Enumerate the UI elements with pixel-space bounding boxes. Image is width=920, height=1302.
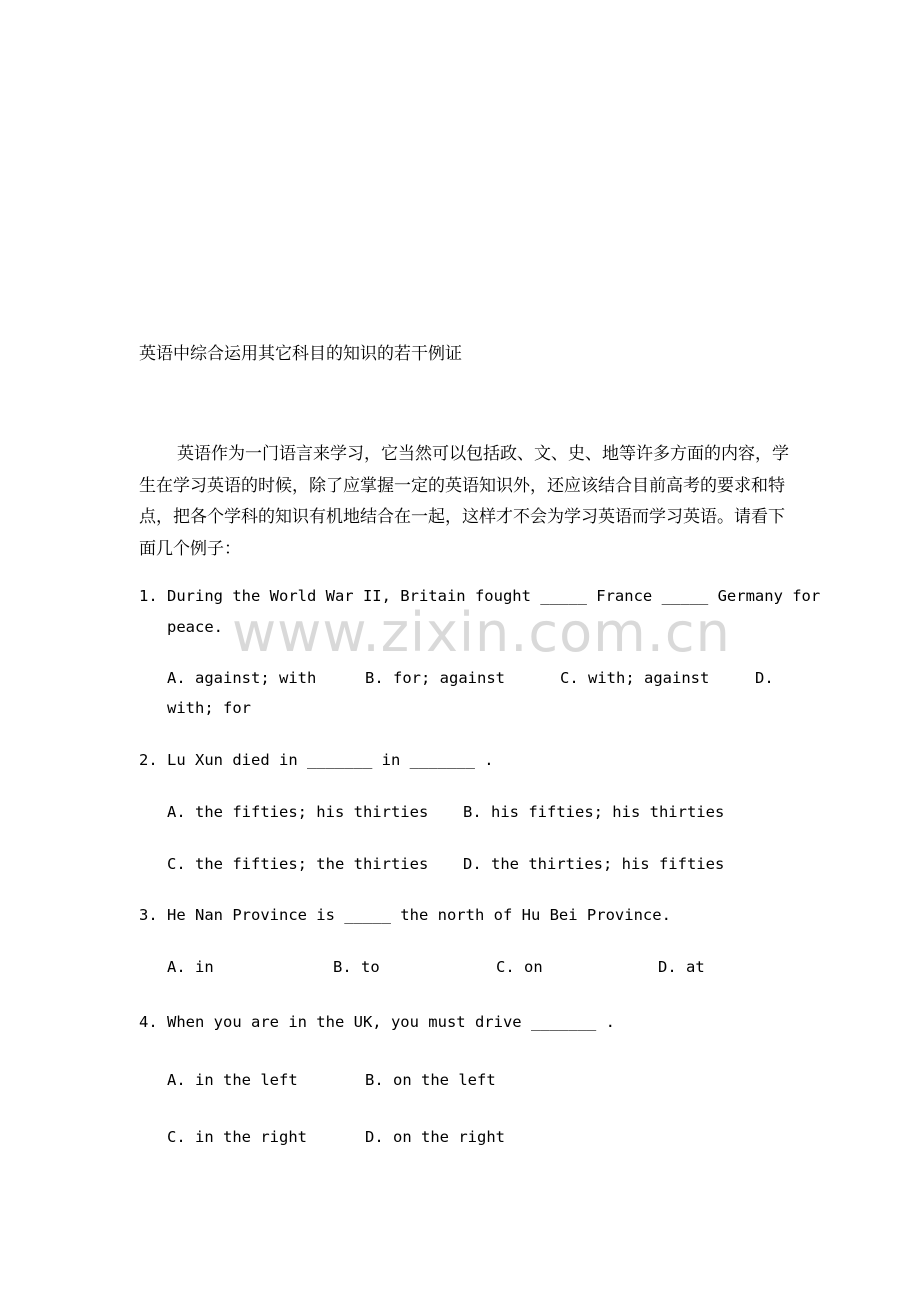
question-number: 2. bbox=[139, 751, 158, 769]
option-a: A. in the left bbox=[167, 1071, 298, 1089]
option-d: D. bbox=[755, 669, 774, 687]
option-d-continuation: with; for bbox=[167, 699, 251, 717]
question-number: 1. bbox=[139, 587, 158, 605]
question-1 bbox=[139, 581, 820, 611]
question-text: When you are in the UK, you must drive _______ . bbox=[167, 1013, 615, 1031]
option-a: A. in bbox=[167, 958, 214, 976]
option-c: C. on bbox=[496, 958, 543, 976]
option-a: A. against; with bbox=[167, 669, 317, 687]
question-4 bbox=[139, 1007, 615, 1037]
watermark: www.zixin.com.cn bbox=[232, 601, 731, 664]
option-a: A. the fifties; his thirties bbox=[167, 803, 429, 821]
question-text: Lu Xun died in _______ in _______ . bbox=[167, 751, 494, 769]
question-2 bbox=[139, 745, 494, 775]
option-d: D. at bbox=[658, 958, 705, 976]
question-number: 4. bbox=[139, 1013, 158, 1031]
question-number: 3. bbox=[139, 906, 158, 924]
option-c: C. in the right bbox=[167, 1128, 307, 1146]
document-title: 英语中综合运用其它科目的知识的若干例证 bbox=[139, 344, 462, 364]
intro-paragraph: 英语作为一门语言来学习，它当然可以包括政、文、史、地等许多方面的内容，学生在学习英语的时候，除了应掌握一定的英语知识外，还应该结合目前高考的要求和特点，把各个学科的知识有机地结合在一起，这样才不会为学习英语而学习英语。请看下面几个例子： bbox=[139, 444, 789, 559]
option-d: D. the thirties; his fifties bbox=[463, 855, 725, 873]
question-text: He Nan Province is _____ the north of Hu Bei Province. bbox=[167, 906, 671, 924]
option-c: C. with; against bbox=[560, 669, 710, 687]
question-text: During the World War II, Britain fought _____ France _____ Germany for bbox=[167, 587, 821, 605]
question-3 bbox=[139, 900, 671, 930]
question-1-continuation: peace. bbox=[167, 618, 223, 636]
option-b: B. on the left bbox=[365, 1071, 496, 1089]
option-b: B. to bbox=[333, 958, 380, 976]
option-b: B. for; against bbox=[365, 669, 505, 687]
option-d: D. on the right bbox=[365, 1128, 505, 1146]
option-b: B. his fifties; his thirties bbox=[463, 803, 725, 821]
option-c: C. the fifties; the thirties bbox=[167, 855, 429, 873]
